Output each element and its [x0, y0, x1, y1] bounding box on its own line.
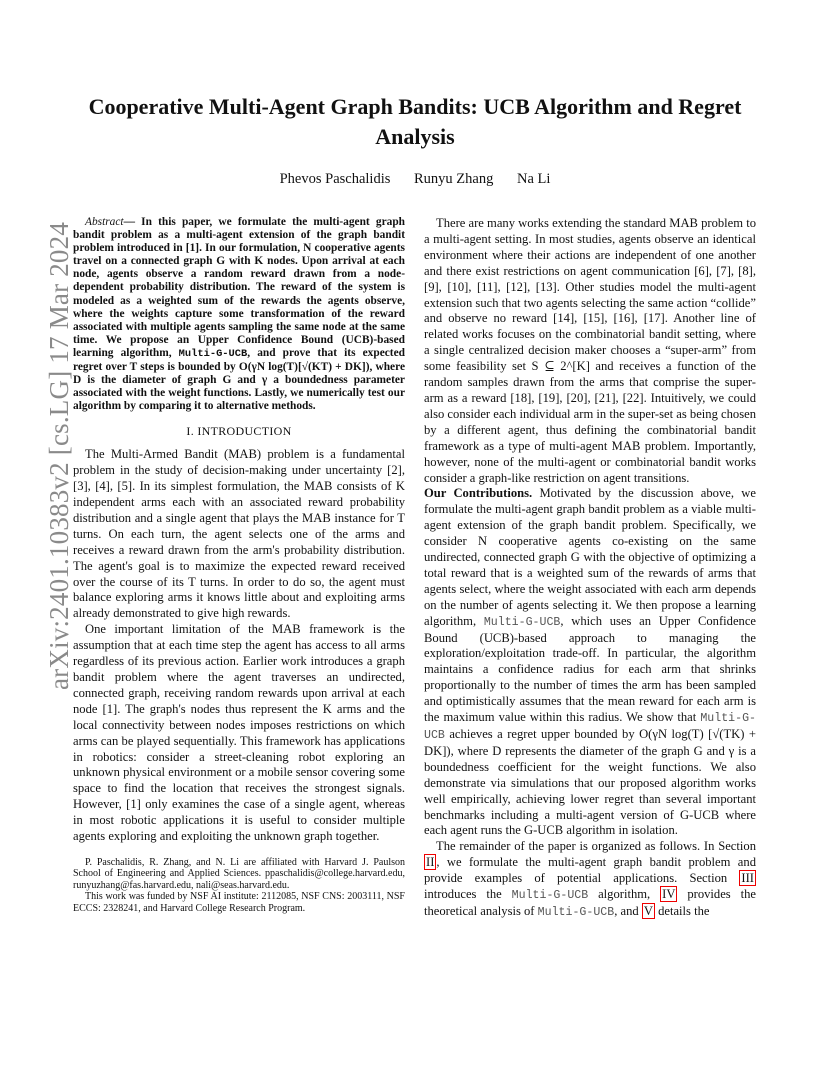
right-column — [424, 216, 756, 921]
algorithm-name: Multi-G-UCB — [511, 889, 589, 903]
organization-text: , and — [614, 903, 642, 918]
organization-text: algorithm, — [588, 887, 661, 902]
intro-paragraph: The Multi-Armed Bandit (MAB) problem is a fundamental problem in the study of decision-making under uncertainty [2], [3], [4], [5]. In its simplest formulation, the MAB consists of K independent arms each with an associated reward probability distribution and a single agent that plays the MAB instance for T turns. On each turn, the agent selects one of the arms and receives a reward drawn from the arm's probability distribution. The agent's goal is to maximize the expected reward received over the course of its T turns. In order to do so, the agent must balance exploring arms it knows little about and exploiting arms already demonstrated to give high rewards. — [73, 447, 405, 621]
affiliation-footnote: P. Paschalidis, R. Zhang, and N. Li are affiliated with Harvard J. Paulson School of Engineering and Applied Sciences. ppaschalidis@college.harvard.edu, runyuzhang@fas.harvard.edu, nali@seas.harvard.edu. — [73, 856, 405, 891]
algorithm-name: Multi-G-UCB — [178, 347, 248, 360]
section-link-ii[interactable]: II — [426, 855, 435, 870]
organization-paragraph — [424, 839, 756, 921]
author-name: Na Li — [516, 171, 551, 187]
abstract-text-1: — In this paper, we formulate the multi-agent graph bandit problem as a multi-agent extension of the graph bandit problem introduced in [1]. In our formulation, N cooperative agents travel on a connected graph G with K nodes. Upon arrival at each node, agents observe a random reward drawn from a node-dependent probability distribution. The reward of the system is modeled as a weighted sum of the rewards the agents observe, where the weights capture some transformation of the reward associated with multiple agents sampling the same node at the same time. We propose an Upper Confidence Bound (UCB)-based learning algorithm, — [73, 216, 405, 359]
contributions-text-2: , which uses an Upper Confidence Bound (UCB)-based approach to managing the exploration/exploitation trade-off. In particular, the algorithm maintains a confidence radius for each arm that shrinks proportionally to the number of times the arm has been sampled and optimistically assumes that the mean reward for each arm is the maximum value within this radius. We show that — [424, 613, 757, 725]
footnotes — [73, 857, 405, 915]
organization-text: details the — [654, 903, 710, 918]
author-name: Runyu Zhang — [414, 171, 494, 187]
arxiv-identifier-text: arXiv:2401.10383v2 [cs.LG] 17 Mar 2024 — [44, 221, 74, 690]
author-list — [75, 171, 755, 188]
left-column — [73, 216, 405, 914]
abstract-text-2: , and prove that its expected regret over T steps is bounded by O(γN log(T)[√(KT) + DK]), where D is the diameter of graph G and γ a boundedness parameter associated with the weight functions. Lastly, we numerically test our algorithm by comparing it to alternative methods. — [73, 346, 405, 413]
contributions-label: Our Contributions. — [424, 486, 533, 501]
section-heading-introduction: I. INTRODUCTION — [186, 424, 292, 439]
abstract — [73, 216, 405, 413]
organization-text: introduces the — [424, 887, 512, 902]
algorithm-name: Multi-G-UCB — [483, 615, 561, 629]
funding-footnote: This work was funded by NSF AI institute: 2112085, NSF CNS: 2003111, NSF ECCS: 2328241, and Harvard College Research Program. — [73, 891, 405, 914]
paper-title: Cooperative Multi-Agent Graph Bandits: UCB Algorithm and Regret Analysis — [88, 94, 742, 149]
related-work-paragraph: There are many works extending the standard MAB problem to a multi-agent setting. In most studies, agents observe an identical environment where their actions are independent of one another and there exist restrictions on agent communication [6], [7], [8], [9], [10], [11], [12], [13]. Other studies model the multi-agent extension such that two agents selecting the same action “collide” and observe no reward [14], [15], [16], [17]. Another line of related works focuses on the combinatorial bandit setting, where a single centralized decision maker chooses a “super-arm” from some feasibility set S ⊆ 2^[K] and receives a function of the random samples drawn from the arms that comprise the super-arm as a reward [18], [19], [20], [21], [22]. Intuitively, we could also consider each individual arm in the super-set as being chosen by a different agent, thus defining the combinatorial bandit framework as a type of multi-agent MAB problem. Importantly, however, none of the multi-agent or combinatorial bandit works consider a graph-like restriction on agent transitions. — [424, 216, 757, 485]
algorithm-name: Multi-G-UCB — [424, 712, 756, 742]
author-name: Phevos Paschalidis — [279, 171, 391, 187]
section-link-v[interactable]: V — [643, 903, 653, 918]
contributions-text-3: achieves a regret upper bounded by O(γN log(T) [√(TK) + DK]), where D represents the diameter of the graph G and γ is a boundedness coefficient for the weight functions. We also demonstrate via simulations that our proposed algorithm works well empirically, achieving lower regret than several important benchmarks including a multi-agent version of G-UCB where each agent runs the G-UCB algorithm in isolation. — [424, 727, 756, 838]
organization-text: , we formulate the multi-agent graph bandit problem and provide examples of potential applications. Section — [424, 855, 756, 886]
algorithm-name: Multi-G-UCB — [537, 905, 615, 919]
organization-text: provides the theoretical analysis of — [424, 887, 756, 918]
organization-text: The remainder of the paper is organized as follows. In Section — [436, 839, 756, 854]
section-link-iii[interactable]: III — [741, 871, 754, 886]
abstract-label: Abstract — [85, 216, 124, 228]
section-link-iv[interactable]: IV — [662, 887, 676, 902]
contributions-text-1: Motivated by the discussion above, we formulate the multi-agent graph bandit problem as a viable multi-agent extension of the graph bandit problem. Specifically, we consider N cooperative agents co-existing on the same undirected, connected graph G with the objective of optimizing a total reward that is a weighted sum of the rewards of arms that agents select, where the weight associated with each arm depends on the number of agents selecting it. We then propose a learning algorithm, — [424, 486, 756, 628]
intro-paragraph: One important limitation of the MAB framework is the assumption that at each time step the agent has access to all arms regardless of its previous action. Earlier work introduces a graph bandit problem where the agent traverses an undirected, connected graph, receiving random rewards upon arrival at each node [1]. The graph's nodes thus represent the K arms and the local connectivity between nodes imposes restrictions on which arms can be played sequentially. This framework has applications in robotics: consider a street-cleaning robot exploring an unknown physical environment or a mobile sensor covering some space to find the location that receives the strongest signals. However, [1] only examines the case of a single agent, whereas in most robotic applications it is useful to consider multiple agents exploring and exploiting the unknown graph together. — [73, 622, 405, 844]
contributions-paragraph — [424, 486, 756, 839]
arxiv-identifier — [8, 221, 74, 690]
